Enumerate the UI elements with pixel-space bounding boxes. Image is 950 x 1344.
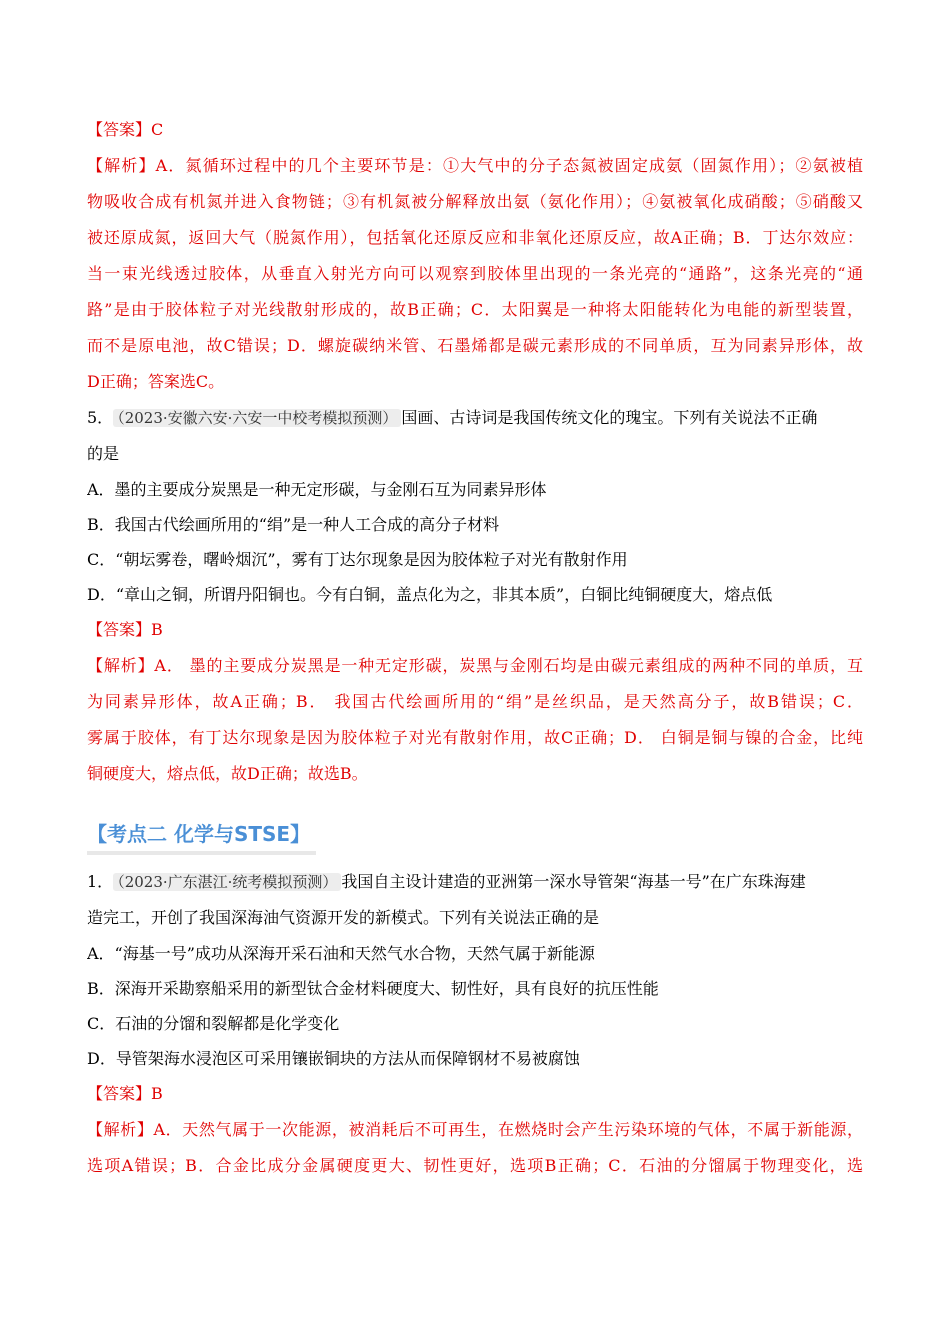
q5-option-c: C．“朝坛雾卷，曙岭烟沉”，雾有丁达尔现象是因为胶体粒子对光有散射作用 <box>87 550 628 569</box>
q5-analysis-line-3: 雾属于胶体，有丁达尔现象是因为胶体粒子对光有散射作用，故C正确；D． 白铜是铜与镍的合金，比纯 <box>87 728 863 747</box>
q5-analysis-line-1: 【解析】A． 墨的主要成分炭黑是一种无定形碳，炭黑与金刚石均是由碳元素组成的两种不同的单质，互 <box>87 656 863 675</box>
s2q1-stem-line-1 <box>87 864 863 900</box>
s2q1-stem-text: 我国自主设计建造的亚洲第一深水导管架“海基一号”在广东珠海建 <box>341 872 806 891</box>
q5-stem-text: 国画、古诗词是我国传统文化的瑰宝。下列有关说法不正确 <box>401 408 818 427</box>
q5-analysis-line-2: 为同素异形体，故A正确；B． 我国古代绘画所用的“绢”是丝织品，是天然高分子，故B错误；C． <box>87 692 863 711</box>
s2q1-option-d: D．导管架海水浸泡区可采用镶嵌铜块的方法从而保障钢材不易被腐蚀 <box>87 1049 580 1068</box>
q5-option-d: D．“章山之铜，所谓丹阳铜也。今有白铜，盖点化为之，非其本质”，白铜比纯铜硬度大，熔点低 <box>87 585 773 604</box>
q5-analysis-line-4: 铜硬度大，熔点低，故D正确；故选B。 <box>87 764 368 783</box>
s2q1-option-a: A．“海基一号”成功从深海开采石油和天然气水合物，天然气属于新能源 <box>87 944 595 963</box>
s2q1-option-c: C．石油的分馏和裂解都是化学变化 <box>87 1014 340 1033</box>
q5-stem-line-1 <box>87 400 863 436</box>
q4-analysis-line-5: 路”是由于胶体粒子对光线散射形成的，故B正确；C．太阳翼是一种将太阳能转化为电能的新型装置， <box>87 300 863 319</box>
document-page <box>87 112 863 1184</box>
q5-stem-line-2: 的是 <box>87 444 120 463</box>
s2q1-source-tag: （2023·广东湛江·统考模拟预测） <box>113 873 341 891</box>
q4-analysis-line-7: D正确；答案选C。 <box>87 372 225 391</box>
q4-analysis-line-2: 物吸收合成有机氮并进入食物链；③有机氮被分解释放出氨（氨化作用）；④氨被氧化成硝酸；⑤硝酸又 <box>87 192 863 211</box>
q4-analysis-line-4: 当一束光线透过胶体，从垂直入射光方向可以观察到胶体里出现的一条光亮的“通路”，这条光亮的“通 <box>87 264 863 283</box>
s2q1-option-b: B．深海开采勘察船采用的新型钛合金材料硬度大、韧性好，具有良好的抗压性能 <box>87 979 659 998</box>
q5-option-a: A．墨的主要成分炭黑是一种无定形碳，与金刚石互为同素异形体 <box>87 480 547 499</box>
q4-answer: 【答案】C <box>87 120 164 139</box>
s2q1-answer: 【答案】B <box>87 1084 163 1103</box>
s2q1-analysis-line-1: 【解析】A．天然气属于一次能源，被消耗后不可再生，在燃烧时会产生污染环境的气体，不属于新能源， <box>87 1120 863 1139</box>
s2q1-number: 1． <box>87 872 114 891</box>
s2q1-stem-line-2: 造完工，开创了我国深海油气资源开发的新模式。下列有关说法正确的是 <box>87 908 600 927</box>
q5-number: 5． <box>87 408 114 427</box>
q5-source-tag: （2023·安徽六安·六安一中校考模拟预测） <box>113 409 401 427</box>
q4-analysis-line-6: 而不是原电池，故C错误；D．螺旋碳纳米管、石墨烯都是碳元素形成的不同单质，互为同素异形体，故 <box>87 336 863 355</box>
q4-analysis-line-3: 被还原成氮，返回大气（脱氮作用），包括氧化还原反应和非氧化还原反应，故A正确；B．丁达尔效应： <box>87 228 863 247</box>
s2q1-analysis-line-2: 选项A错误；B．合金比成分金属硬度更大、韧性更好，选项B正确；C．石油的分馏属于物理变化，选 <box>87 1156 863 1175</box>
section-heading <box>87 814 863 854</box>
section-title: 【考点二 化学与STSE】 <box>87 817 316 855</box>
q5-option-b: B．我国古代绘画所用的“绢”是一种人工合成的高分子材料 <box>87 515 500 534</box>
q4-analysis-line-1: 【解析】A．氮循环过程中的几个主要环节是：①大气中的分子态氮被固定成氨（固氮作用）；②氨被植 <box>87 156 863 175</box>
q5-answer: 【答案】B <box>87 620 163 639</box>
